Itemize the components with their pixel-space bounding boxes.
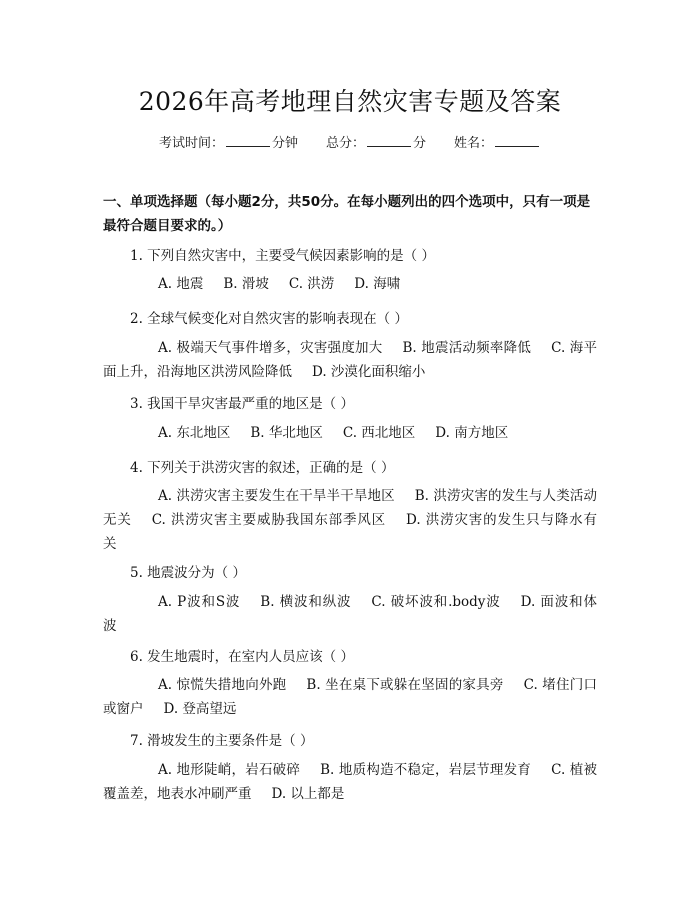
exam-meta-line [0, 132, 700, 151]
option: B. 华北地区 [250, 425, 323, 441]
question-options [103, 272, 597, 296]
name-blank [495, 134, 539, 147]
option: C. 堵住门口或窗户 [103, 677, 597, 717]
option: B. 滑坡 [223, 276, 269, 292]
option: C. 海平面上升，沿海地区洪涝风险降低 [103, 340, 597, 380]
option: D. 面波和体波 [103, 594, 597, 634]
option: D. 沙漠化面积缩小 [312, 364, 426, 380]
question-options [103, 421, 597, 445]
option: C. 破坏波和.body波 [371, 594, 501, 610]
time-unit: 分钟 [271, 136, 298, 151]
option: A. 东北地区 [158, 425, 231, 441]
question-stem: 4. 下列关于洪涝灾害的叙述，正确的是（ ） [130, 460, 395, 476]
time-label: 考试时间： [158, 136, 224, 151]
option: B. 横波和纵波 [260, 594, 352, 610]
question-stem: 1. 下列自然灾害中，主要受气候因素影响的是（ ） [130, 248, 435, 264]
question-stem: 3. 我国干旱灾害最严重的地区是（ ） [130, 396, 354, 412]
option: C. 洪涝 [288, 276, 335, 292]
name-label: 姓名： [454, 136, 494, 151]
section-heading: 一、单项选择题（每小题2分，共50分。在每小题列出的四个选项中，只有一项是最符合题目要求的。） [103, 194, 591, 234]
score-unit: 分 [413, 136, 427, 151]
option: D. 登高望远 [163, 701, 237, 717]
question-options [103, 673, 597, 721]
option: C. 洪涝灾害主要威胁我国东部季风区 [151, 512, 387, 528]
question-stem: 5. 地震波分为（ ） [130, 565, 246, 581]
option: D. 以上都是 [271, 786, 345, 802]
option: A. 地形陡峭，岩石破碎 [158, 762, 301, 778]
question-stem: 6. 发生地震时，在室内人员应该（ ） [130, 649, 354, 665]
question-options [103, 758, 597, 806]
option: D. 海啸 [354, 276, 401, 292]
question-options [103, 590, 597, 638]
option: D. 南方地区 [435, 425, 509, 441]
option: B. 坐在桌下或躲在坚固的家具旁 [306, 677, 504, 693]
time-blank [226, 134, 270, 147]
option: A. 惊慌失措地向外跑 [158, 677, 287, 693]
question-options [103, 484, 597, 556]
option: C. 植被覆盖差，地表水冲刷严重 [103, 762, 597, 802]
option: A. 极端天气事件增多，灾害强度加大 [158, 340, 383, 356]
question-options [103, 336, 597, 384]
option: B. 地震活动频率降低 [402, 340, 532, 356]
option: A. 地震 [158, 276, 204, 292]
option: D. 洪涝灾害的发生只与降水有关 [103, 512, 598, 552]
option: A. 洪涝灾害主要发生在干旱半干旱地区 [158, 488, 395, 504]
option: C. 西北地区 [342, 425, 416, 441]
option: B. 洪涝灾害的发生与人类活动无关 [103, 488, 597, 528]
option: A. P波和S波 [158, 594, 241, 610]
question-stem: 2. 全球气候变化对自然灾害的影响表现在（ ） [130, 311, 408, 327]
score-label: 总分： [325, 136, 365, 151]
exam-title: 2026年高考地理自然灾害专题及答案 [138, 87, 562, 116]
score-blank [367, 134, 411, 147]
question-stem: 7. 滑坡发生的主要条件是（ ） [130, 733, 314, 749]
option: B. 地质构造不稳定，岩层节理发育 [320, 762, 532, 778]
